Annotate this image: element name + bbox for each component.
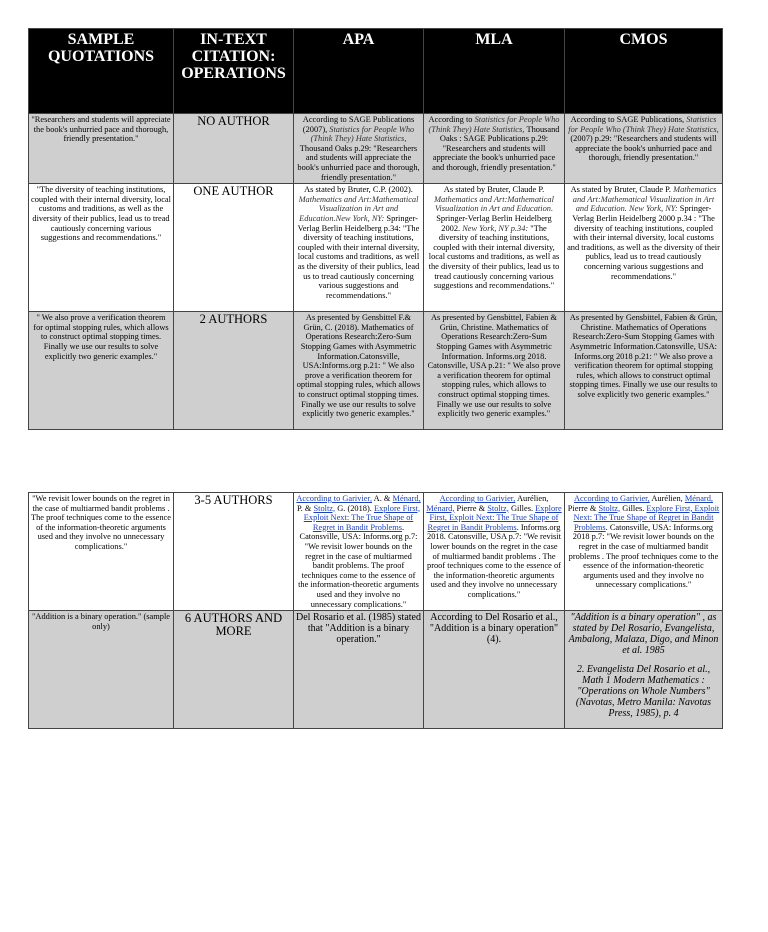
author-link[interactable]: According to Garivier, <box>439 494 516 503</box>
apa-text: A. & <box>372 494 393 503</box>
mla-citation: According to Del Rosario et al., "Addition is a binary operation" (4). <box>424 611 565 729</box>
mla-text: Aurélien, <box>515 494 549 503</box>
cmos-text: (2007) p.29: "Researchers and students will appreciate the book's unhurried pace and thorough, friendly presentation." <box>570 134 717 163</box>
sample-quote: " We also prove a verification theorem for optimal stopping rules, which allows to construct optimal stopping times. Finally we use our results to solve explicitly two generic examples." <box>29 312 174 430</box>
header-cmos: CMOS <box>565 29 723 114</box>
author-link[interactable]: Stoltz, <box>487 503 509 513</box>
apa-citation: Del Rosario et al. (1985) stated that "Addition is a binary operation." <box>294 611 424 729</box>
citation-type-label: 2 AUTHORS <box>174 312 294 430</box>
cmos-citation <box>565 184 723 312</box>
cmos-note-1: "Addition is a binary operation" , as stated by Del Rosario, Evangelista, Ambalong, Malaza, Digo, and Minon et al. 1985 <box>568 612 719 657</box>
cmos-citation <box>565 114 723 184</box>
cmos-text: Pierre & <box>567 503 599 513</box>
cmos-text: . Catonsville, USA: Informs.org 2018 p.7: "We revisit lower bounds on the regret in the case of multiarmed bandit problems . The proof techniques come to the essence of the information-theoretic arguments used and they involve no unnecessary complications." <box>568 522 719 590</box>
mla-text: As stated by Bruter, Claude P. <box>443 185 545 195</box>
header-apa: APA <box>294 29 424 114</box>
mla-place: New York, NY p.34: <box>462 223 531 233</box>
title-link[interactable]: Explore First, Exploit Next: The True Shape of Regret in Bandit Problems <box>573 503 720 532</box>
cmos-citation <box>565 493 723 611</box>
author-link[interactable]: Ménard, <box>392 494 421 503</box>
apa-text: As stated by Bruter, C.P. (2002). <box>304 185 413 195</box>
apa-text: Thousand Oaks p.29: "Researchers and students will appreciate the book's unhurried pace and thorough, friendly presentation." <box>297 143 420 182</box>
table-row <box>29 493 723 611</box>
header-sample-quotations: SAMPLE QUOTATIONS <box>29 29 174 114</box>
mla-citation <box>424 114 565 184</box>
sample-quote: "We revisit lower bounds on the regret in the case of multiarmed bandit problems . The proof techniques come to the essence of the information-theoretic arguments used and they involve no unnecessary complications." <box>29 493 174 611</box>
apa-text: G. (2018). <box>335 503 374 513</box>
citation-type-label: 6 AUTHORS AND MORE <box>174 611 294 729</box>
table-row <box>29 184 723 312</box>
apa-text: According to SAGE Publications (2007), <box>302 115 415 134</box>
cmos-citation <box>565 611 723 729</box>
mla-title: Statistics for People Who (Think They) Hate Statistics, <box>428 115 560 134</box>
table-row <box>29 611 723 729</box>
citation-type-label: NO AUTHOR <box>174 114 294 184</box>
header-in-text-citation: IN-TEXT CITATION: OPERATIONS <box>174 29 294 114</box>
apa-text: . Catonsville, USA: Informs.org p.7: "We revisit lower bounds on the regret in the case of multiarmed bandit problems. The proof techniques come to the essence of the information-theoretic arguments used and they involve no unnecessary complications." <box>298 522 419 609</box>
citation-type-label: 3-5 AUTHORS <box>174 493 294 611</box>
citation-type-label: ONE AUTHOR <box>174 184 294 312</box>
mla-text: Springer-Verlag Berlin Heidelberg 2002. <box>436 213 552 233</box>
mla-citation: As presented by Gensbittel, Fabien & Grün, Christine. Mathematics of Operations Research:Zero-Sum Stopping Games with Asymmetric Information. Informs.org 2018. Catonsville, USA p.21: " We also prove a verification theorem for optimal stopping rules, which allows to construct optimal stopping times. Finally we use our results to solve explicitly two generic examples." <box>424 312 565 430</box>
table-row <box>29 312 723 430</box>
header-mla: MLA <box>424 29 565 114</box>
mla-citation <box>424 493 565 611</box>
table-row <box>29 114 723 184</box>
apa-citation <box>294 184 424 312</box>
cmos-text: Aurélien, <box>649 494 685 503</box>
author-link[interactable]: Stoltz, <box>313 503 336 513</box>
citation-table-page-2 <box>28 492 723 729</box>
sample-quote: "Addition is a binary operation." (sample only) <box>29 611 174 729</box>
title-link[interactable]: Explore First, Exploit Next: The True Shape of Regret in Bandit Problems <box>303 503 421 532</box>
apa-citation <box>294 114 424 184</box>
cmos-citation: As presented by Gensbittel, Fabien & Grün, Christine. Mathematics of Operations Research:Zero-Sum Stopping Games with Asymmetric Information.Catonsville, USA: Informs.org 2018 p.21: " We also prove a verification theorem for optimal stopping rules, which allows to construct optimal stopping times. Finally we use our results to solve explicitly two generic examples." <box>565 312 723 430</box>
title-link[interactable]: Explore First, Exploit Next: The True Shape of Regret in Bandit Problems <box>427 503 562 532</box>
apa-citation <box>294 493 424 611</box>
author-link[interactable]: Ménard, <box>426 503 455 513</box>
cmos-title: Statistics for People Who (Think They) Hate Statistics, <box>568 115 719 134</box>
cmos-text: As stated by Bruter, Claude P. <box>570 185 674 195</box>
mla-citation <box>424 184 565 312</box>
mla-text: "The diversity of teaching institutions, coupled with their internal diversity, local customs and traditions, as well as the diversity of their publics, lead us to tread cautiously concerning various suggestions and recommendations." <box>428 223 560 291</box>
mla-title: Mathematics and Art:Mathematical Visualization in Art and Education. <box>434 194 554 214</box>
author-link[interactable]: According to Garivier, <box>574 494 650 503</box>
cmos-text: According to SAGE Publications, <box>570 115 687 124</box>
apa-title: Mathematics and Art:Mathematical Visualization in Art and Education.New York, NY: <box>298 194 419 223</box>
apa-title: Statistics for People Who (Think They) Hate Statistics, <box>310 124 415 144</box>
mla-text: . Informs.org 2018. Catonsville, USA p.7: "We revisit lower bounds on the regret in the case of multiarmed bandit problems . The proof techniques come to the essence of the information-theoretic arguments used and they involve no unnecessary complications." <box>427 522 561 599</box>
mla-text: Thousand Oaks : SAGE Publications p.29: "Researchers and students will appreciate the book's unhurried pace and thorough, friendly presentation." <box>432 124 560 172</box>
author-link[interactable]: Stoltz, <box>598 503 621 513</box>
cmos-title: Mathematics and Art:Mathematical Visualization in Art and Education. New York, NY: <box>572 185 717 214</box>
cmos-text: Springer-Verlag Berlin Heidelberg 2000 p.34 : "The diversity of teaching institutions, coupled with their internal diversity, local customs and traditions, as well as the diversity of their publics, lead us to tread cautiously concerning various suggestions and recommendations." <box>567 204 720 281</box>
mla-text: Pierre & <box>454 503 488 513</box>
author-link[interactable]: Ménard, <box>684 494 713 503</box>
citation-table-page-1 <box>28 28 723 430</box>
cmos-note-2: 2. Evangelista Del Rosario et al., Math 1 Modern Mathematics : "Operations on Whole Numbers" (Navotas, Metro Manila: Navotas Press, 1985), p. 4 <box>575 664 712 720</box>
cmos-text: Gilles. <box>620 503 647 513</box>
author-link[interactable]: According to Garivier, <box>296 494 373 503</box>
sample-quote: "Researchers and students will appreciate the book's unhurried pace and thorough, friendly presentation." <box>29 114 174 184</box>
apa-text: Springer-Verlag Berlin Heidelberg p.34: "The diversity of teaching institutions, coupled with their internal diversity, local customs and traditions, as well as the diversity of their publics, lead us to tread cautiously concerning various suggestions and recommendations." <box>297 213 420 300</box>
mla-text: Gilles. <box>508 503 536 513</box>
mla-text: According to <box>428 115 475 124</box>
sample-quote: "The diversity of teaching institutions, coupled with their internal diversity, local customs and traditions, as well as the diversity of their publics, lead us to tread cautiously concerning various suggestions and recommendations." <box>29 184 174 312</box>
apa-text: P. & <box>296 503 314 513</box>
apa-citation: As presented by Gensbittel F.& Grün, C. (2018). Mathematics of Operations Research:Zero-Sum Stopping Games with Asymmetric Information.Catonsville, USA:Informs.org p.21: " We also prove a verification theorem for optimal stopping rules, which allows to construct optimal stopping times. Finally we use our results to solve explicitly two generic examples." <box>294 312 424 430</box>
header-row <box>29 29 723 114</box>
